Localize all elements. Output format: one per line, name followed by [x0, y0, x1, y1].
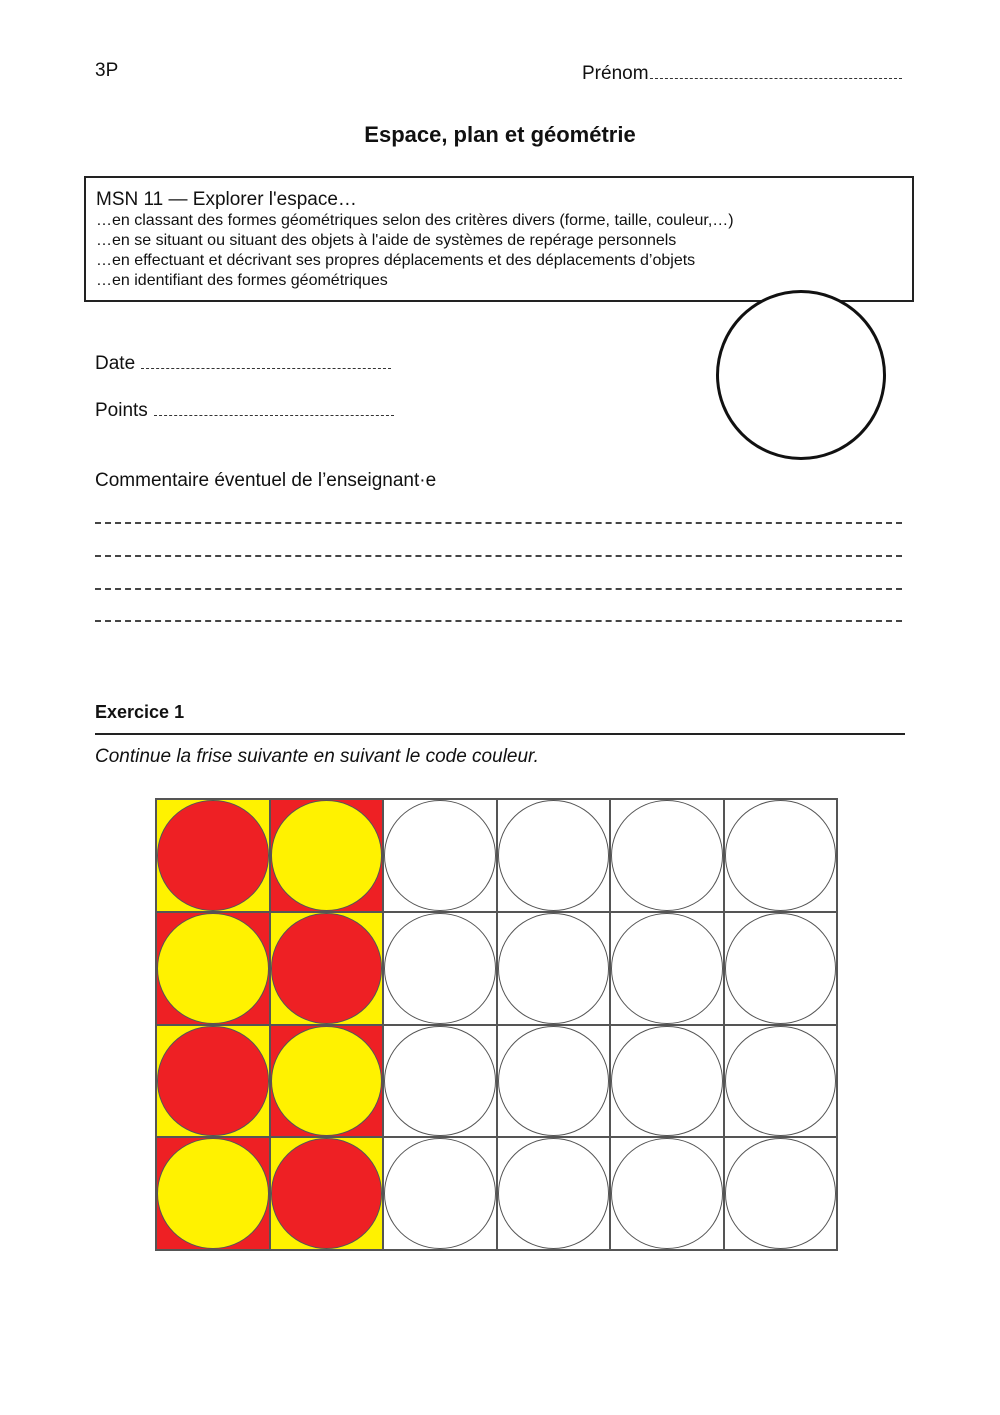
- circle-shape: [157, 800, 269, 911]
- grid-cell[interactable]: [383, 1025, 497, 1138]
- circle-shape: [157, 1138, 269, 1249]
- objective-item: …en effectuant et décrivant ses propres déplacements et des déplacements d’objets: [96, 252, 696, 269]
- grid-cell[interactable]: [724, 1025, 838, 1138]
- grid-cell[interactable]: [610, 799, 724, 912]
- comment-line[interactable]: [95, 588, 902, 590]
- grid-cell[interactable]: [383, 799, 497, 912]
- date-field[interactable]: [95, 352, 391, 375]
- exercise-divider: [95, 733, 905, 735]
- circle-shape: [271, 800, 383, 911]
- name-label: Prénom: [582, 63, 649, 84]
- circle-shape[interactable]: [725, 913, 837, 1024]
- circle-shape[interactable]: [611, 1026, 723, 1137]
- circle-shape[interactable]: [725, 1138, 837, 1249]
- name-field[interactable]: [582, 60, 902, 85]
- grid-cell[interactable]: [610, 1137, 724, 1250]
- grid-cell[interactable]: [497, 1137, 611, 1250]
- grid-cell: [270, 912, 384, 1025]
- grid-cell[interactable]: [383, 912, 497, 1025]
- circle-shape: [271, 1138, 383, 1249]
- circle-shape[interactable]: [384, 913, 496, 1024]
- objective-item: …en identifiant des formes géométriques: [96, 272, 388, 289]
- exercise-instruction: Continue la frise suivante en suivant le code couleur.: [95, 746, 539, 767]
- points-field[interactable]: [95, 399, 394, 422]
- objective-item: …en se situant ou situant des objets à l'aide de systèmes de repérage personnels: [96, 232, 677, 249]
- comment-line[interactable]: [95, 522, 902, 524]
- date-blank-line[interactable]: [141, 352, 391, 369]
- comment-label: Commentaire éventuel de l’enseignant·e: [95, 470, 437, 491]
- grid-cell[interactable]: [497, 912, 611, 1025]
- objectives-heading: MSN 11 — Explorer l'espace…: [96, 189, 357, 210]
- grid-cell[interactable]: [724, 1137, 838, 1250]
- grid-cell: [156, 912, 270, 1025]
- circle-shape: [271, 913, 383, 1024]
- grid-cell[interactable]: [610, 912, 724, 1025]
- objectives-box: [84, 176, 914, 302]
- grid-cell[interactable]: [383, 1137, 497, 1250]
- objective-item: …en classant des formes géométriques selon des critères divers (forme, taille, couleur,…): [96, 212, 734, 229]
- comment-line[interactable]: [95, 620, 902, 622]
- grid-cell: [156, 1025, 270, 1138]
- circle-shape[interactable]: [611, 800, 723, 911]
- grid-cell[interactable]: [724, 912, 838, 1025]
- circle-shape[interactable]: [725, 1026, 837, 1137]
- grid-cell: [156, 1137, 270, 1250]
- grid-cell: [270, 799, 384, 912]
- grid-cell[interactable]: [610, 1025, 724, 1138]
- grid-cell[interactable]: [497, 799, 611, 912]
- circle-shape[interactable]: [384, 800, 496, 911]
- circle-shape[interactable]: [498, 800, 610, 911]
- circle-shape[interactable]: [498, 1026, 610, 1137]
- evaluation-circle: [716, 290, 886, 460]
- circle-shape[interactable]: [384, 1026, 496, 1137]
- page-title: Espace, plan et géométrie: [364, 122, 636, 147]
- circle-shape: [157, 913, 269, 1024]
- color-pattern-grid: [155, 798, 838, 1251]
- grid-cell: [156, 799, 270, 912]
- grade-level: 3P: [95, 60, 119, 81]
- circle-shape[interactable]: [498, 1138, 610, 1249]
- circle-shape: [271, 1026, 383, 1137]
- circle-shape[interactable]: [384, 1138, 496, 1249]
- comment-line[interactable]: [95, 555, 902, 557]
- circle-shape: [157, 1026, 269, 1137]
- grid-cell[interactable]: [724, 799, 838, 912]
- name-blank-line[interactable]: [650, 60, 902, 79]
- grid-cell: [270, 1137, 384, 1250]
- date-label: Date: [95, 353, 136, 374]
- points-label: Points: [95, 400, 148, 421]
- points-blank-line[interactable]: [154, 399, 394, 416]
- circle-shape[interactable]: [611, 1138, 723, 1249]
- exercise-title: Exercice 1: [95, 702, 185, 722]
- circle-shape[interactable]: [611, 913, 723, 1024]
- grid-cell[interactable]: [497, 1025, 611, 1138]
- circle-shape[interactable]: [498, 913, 610, 1024]
- circle-shape[interactable]: [725, 800, 837, 911]
- grid-cell: [270, 1025, 384, 1138]
